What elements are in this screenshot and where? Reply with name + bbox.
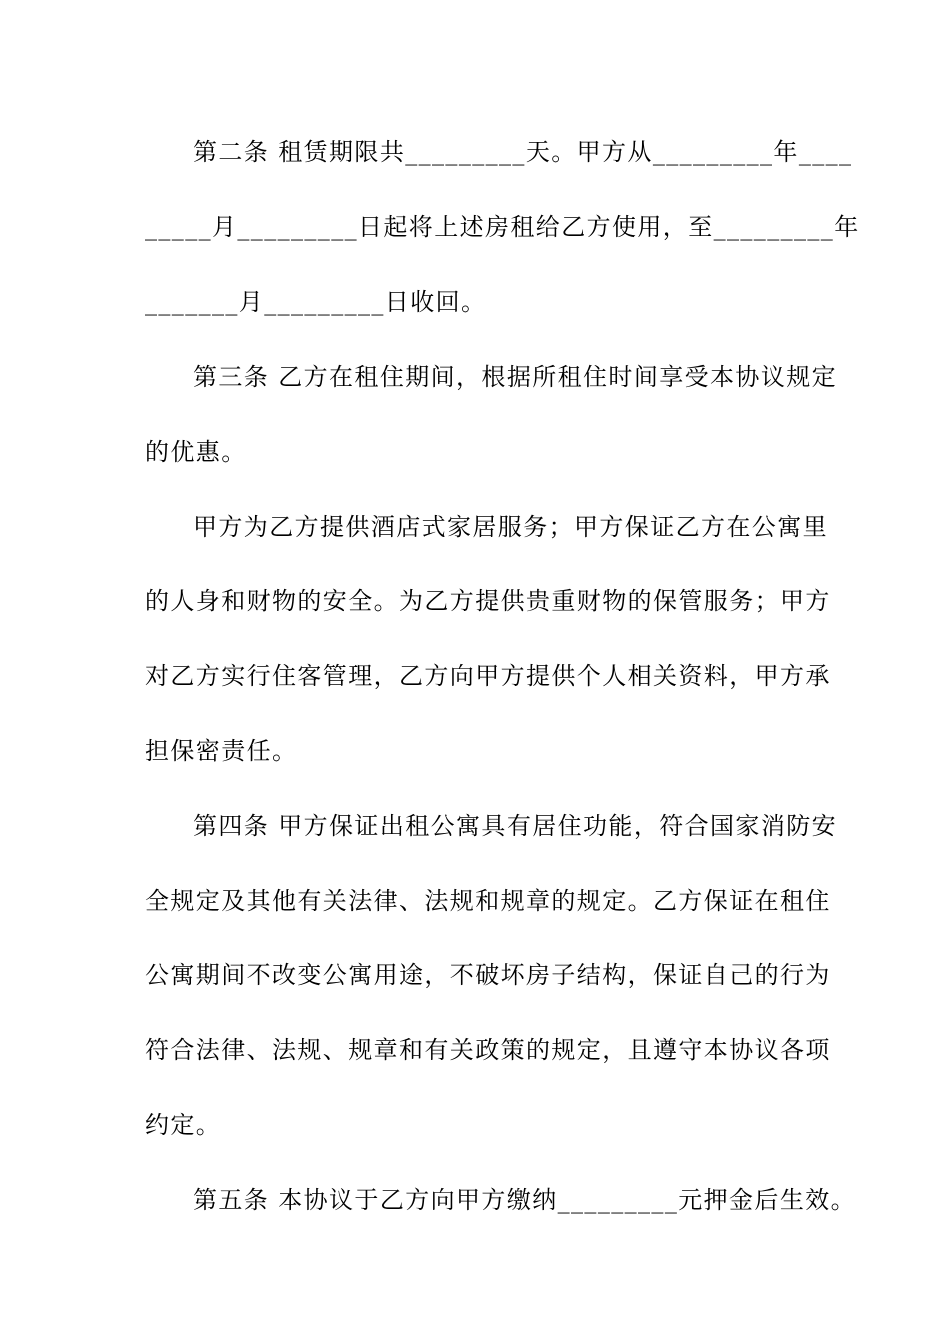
clause-3-line-2: 的优惠。 <box>145 438 247 466</box>
clause-4-line-4: 符合法律、法规、规章和有关政策的规定，且遵守本协议各项 <box>145 1036 831 1064</box>
clause-4-line-3: 公寓期间不改变公寓用途，不破坏房子结构，保证自己的行为 <box>145 961 831 989</box>
clause-2-line-1: 第二条 租赁期限共_________天。甲方从_________年____ <box>193 138 853 166</box>
service-paragraph-line-4: 担保密责任。 <box>145 737 298 765</box>
clause-2-line-2: _____月_________日起将上述房租给乙方使用，至_________年 <box>145 213 860 241</box>
clause-4-line-5: 约定。 <box>145 1111 222 1139</box>
clause-3-line-1: 第三条 乙方在租住期间，根据所租住时间享受本协议规定 <box>193 363 838 391</box>
service-paragraph-line-1: 甲方为乙方提供酒店式家居服务；甲方保证乙方在公寓里 <box>193 513 828 541</box>
clause-5-line-1: 第五条 本协议于乙方向甲方缴纳_________元押金后生效。 <box>193 1186 857 1214</box>
clause-2-line-3: _______月_________日收回。 <box>145 288 487 316</box>
service-paragraph-line-2: 的人身和财物的安全。为乙方提供贵重财物的保管服务；甲方 <box>145 587 831 615</box>
service-paragraph-line-3: 对乙方实行住客管理，乙方向甲方提供个人相关资料，甲方承 <box>145 662 831 690</box>
clause-4-line-1: 第四条 甲方保证出租公寓具有居住功能，符合国家消防安 <box>193 812 838 840</box>
clause-4-line-2: 全规定及其他有关法律、法规和规章的规定。乙方保证在租住 <box>145 887 831 915</box>
